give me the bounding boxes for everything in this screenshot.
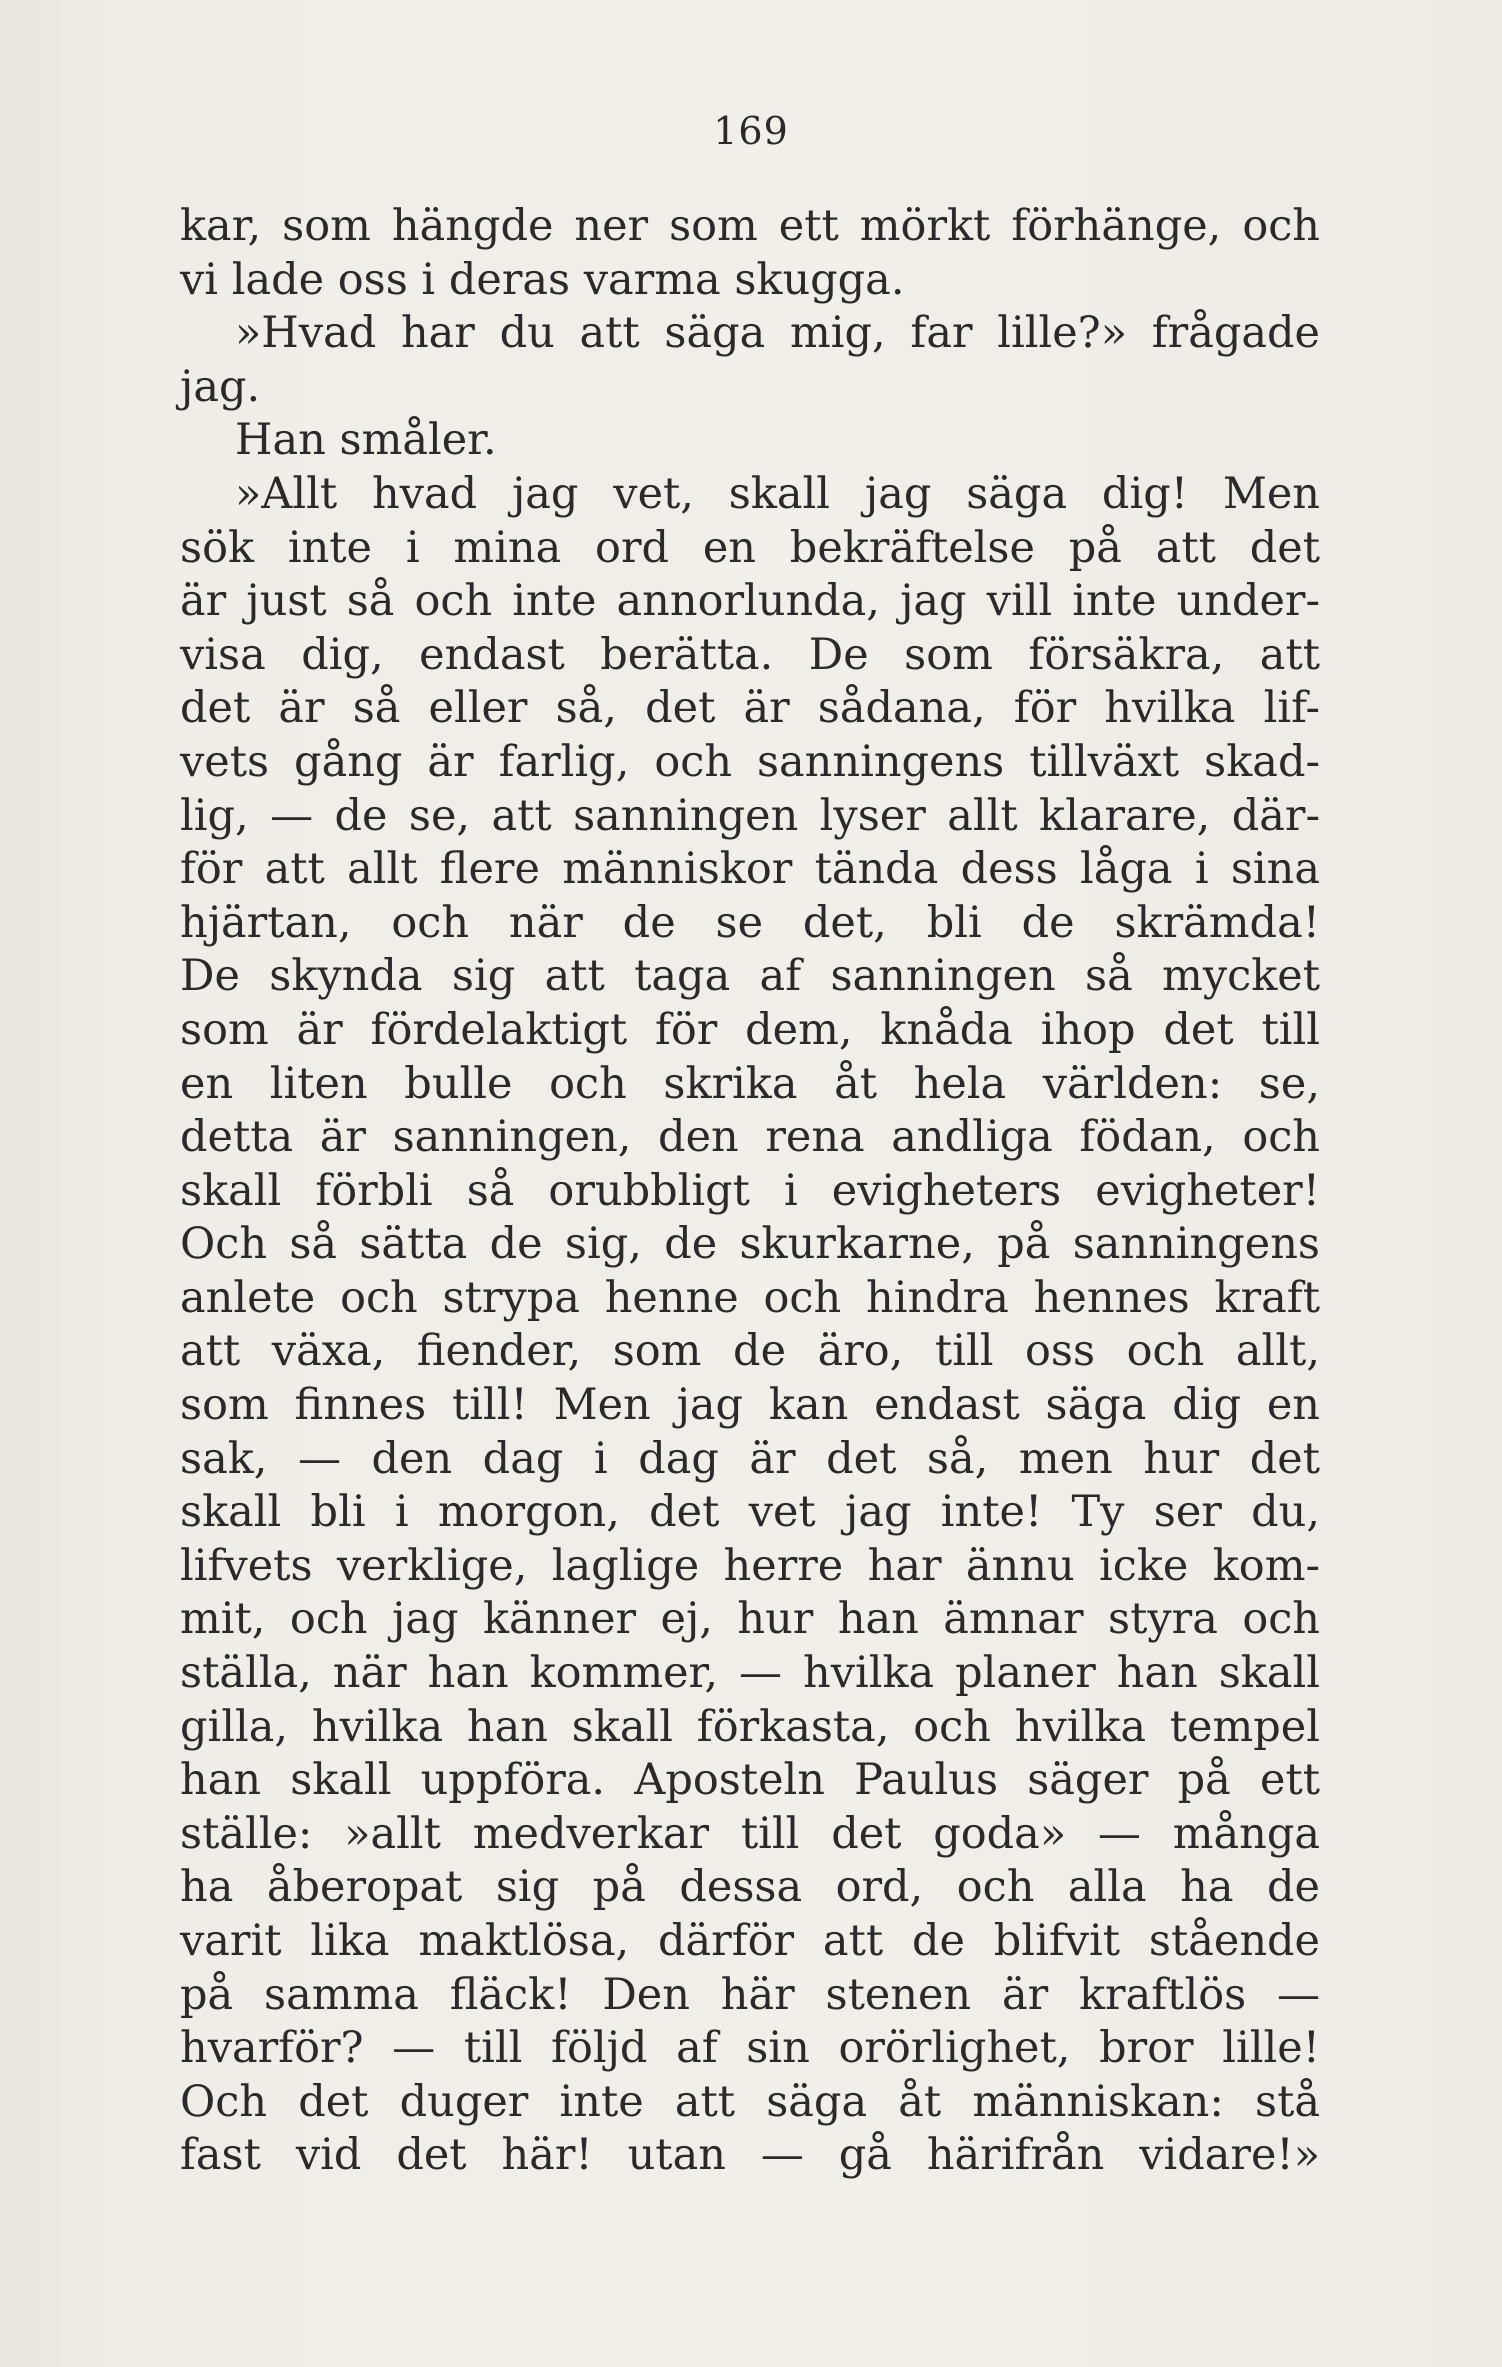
text-line: fast vid det här! utan — gå härifrån vidare!»	[180, 2130, 1320, 2181]
text-line: hvarför? — till följd af sin orörlighet, bror lille!	[180, 2023, 1320, 2074]
text-line: en liten bulle och skrika åt hela världen: se,	[180, 1058, 1320, 1109]
text-line: Han småler.	[235, 415, 497, 466]
text-line: Och det duger inte att säga åt människan: stå	[180, 2076, 1320, 2127]
text-line: för att allt flere människor tända dess låga i sina	[180, 844, 1320, 895]
text-line: vets gång är farlig, och sanningens tillväxt skad-	[180, 736, 1320, 787]
text-line: Och så sätta de sig, de skurkarne, på sanningens	[180, 1219, 1320, 1270]
text-line: han skall uppföra. Aposteln Paulus säger på ett	[180, 1755, 1320, 1806]
text-line: ha åberopat sig på dessa ord, och alla ha de	[180, 1862, 1320, 1913]
text-line: hjärtan, och när de se det, bli de skrämda!	[180, 897, 1320, 948]
text-line: skall bli i morgon, det vet jag inte! Ty ser du,	[180, 1487, 1320, 1538]
text-line: som är fördelaktigt för dem, knåda ihop det till	[180, 1004, 1320, 1055]
text-line: gilla, hvilka han skall förkasta, och hvilka tempel	[180, 1701, 1320, 1752]
text-line: lig, — de se, att sanningen lyser allt klarare, där-	[180, 790, 1320, 841]
text-line: sök inte i mina ord en bekräftelse på att det	[180, 522, 1320, 573]
text-line: kar, som hängde ner som ett mörkt förhänge, och	[180, 201, 1320, 251]
text-line: ställa, när han kommer, — hvilka planer han skall	[180, 1648, 1320, 1699]
text-line: »Hvad har du att säga mig, far lille?» frågade	[235, 308, 1320, 359]
text-line: lifvets verklige, laglige herre har ännu icke kom-	[180, 1540, 1320, 1591]
text-line: visa dig, endast berätta. De som försäkra, att	[180, 629, 1320, 680]
text-line: som finnes till! Men jag kan endast säga dig en	[180, 1380, 1320, 1431]
text-line: De skynda sig att taga af sanningen så mycket	[180, 951, 1320, 1002]
text-line: på samma fläck! Den här stenen är kraftlös —	[180, 1969, 1320, 2020]
text-line: »Allt hvad jag vet, skall jag säga dig! Men	[235, 468, 1320, 519]
text-line: jag.	[180, 361, 261, 412]
text-line: sak, — den dag i dag är det så, men hur det	[180, 1433, 1320, 1484]
text-line: skall förbli så orubbligt i evigheters evigheter!	[180, 1165, 1320, 1216]
page-number: 169	[713, 109, 789, 153]
text-line: ställe: »allt medverkar till det goda» — många	[180, 1808, 1320, 1859]
text-line: mit, och jag känner ej, hur han ämnar styra och	[180, 1594, 1320, 1645]
body-text	[180, 200, 1320, 2183]
text-line: är just så och inte annorlunda, jag vill inte under-	[180, 576, 1320, 627]
text-line: varit lika maktlösa, därför att de blifvit stående	[180, 1916, 1320, 1966]
text-line: detta är sanningen, den rena andliga födan, och	[180, 1112, 1320, 1163]
text-line: att växa, fiender, som de äro, till oss och allt,	[180, 1326, 1320, 1377]
text-line: anlete och strypa henne och hindra hennes kraft	[180, 1272, 1320, 1323]
text-line: vi lade oss i deras varma skugga.	[180, 254, 905, 305]
text-line: det är så eller så, det är sådana, för hvilka lif-	[180, 683, 1320, 734]
